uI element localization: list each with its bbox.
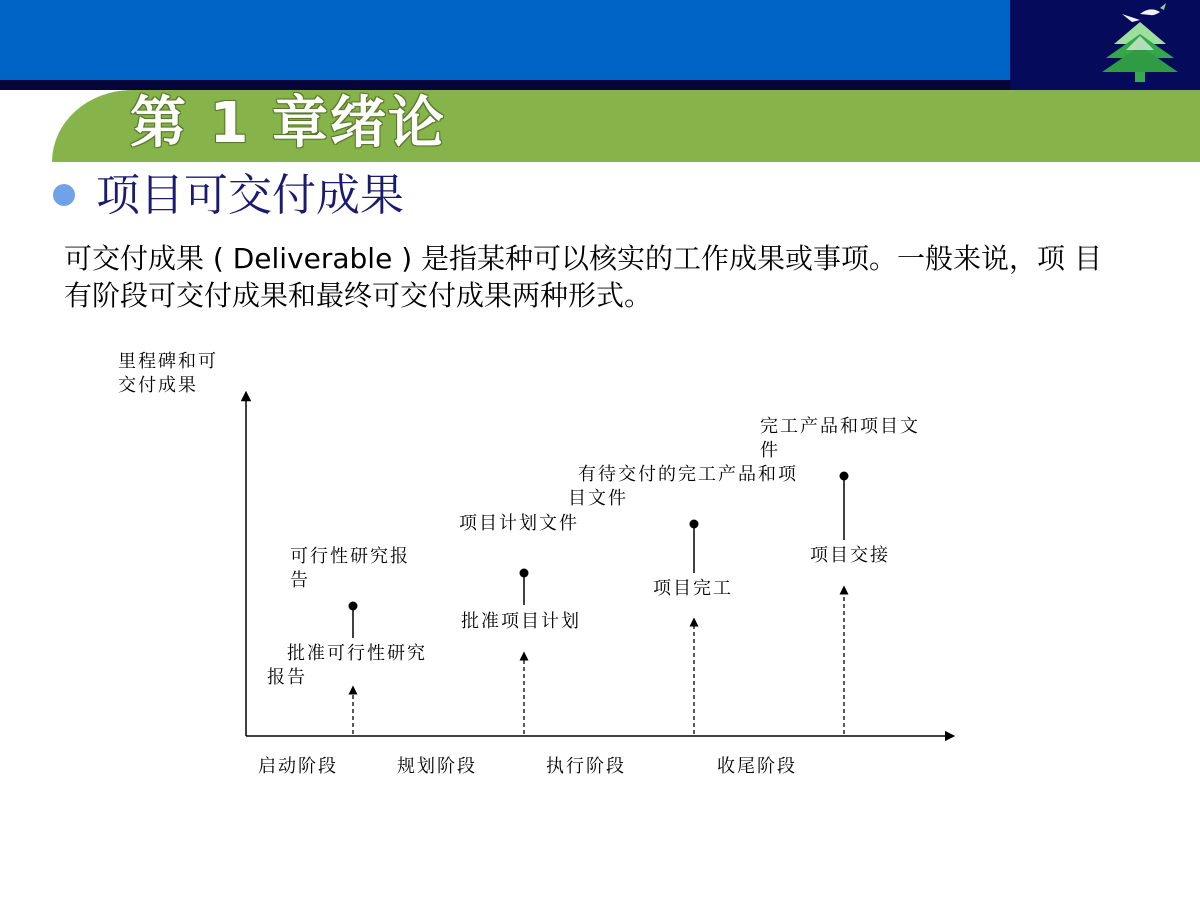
milestone-2-marks bbox=[520, 569, 529, 735]
deliverable-4-dot bbox=[840, 472, 849, 481]
milestone-4-label-line-1: 项目交接 bbox=[810, 545, 890, 566]
phase-label-closing: 收尾阶段 bbox=[717, 756, 797, 777]
y-axis-label-line-2: 交付成果 bbox=[118, 375, 198, 396]
deliverable-1-label-line-1: 可行性研究报 bbox=[290, 546, 410, 567]
paragraph-line-1: 可交付成果 ( Deliverable ) 是指某种可以核实的工作成果或事项。一般来说，项 目 bbox=[64, 242, 1102, 275]
milestone-1-label-line-2: 报告 bbox=[267, 667, 307, 688]
phase-label-execution: 执行阶段 bbox=[546, 756, 626, 777]
milestone-4-marks bbox=[840, 472, 849, 735]
section-title: 项目可交付成果 bbox=[96, 170, 404, 221]
deliverable-3-dot bbox=[690, 520, 699, 529]
chapter-title: 第 1 章绪论 bbox=[130, 91, 446, 156]
milestone-3-marks bbox=[690, 520, 699, 735]
milestone-2-label-line-1: 批准项目计划 bbox=[461, 611, 581, 632]
milestone-1-label-line-1: 批准可行性研究 bbox=[287, 643, 427, 664]
phase-label-planning: 规划阶段 bbox=[397, 756, 477, 777]
deliverable-4-label-line-2: 件 bbox=[760, 440, 780, 461]
milestone-1-marks bbox=[349, 602, 358, 735]
deliverable-2-dot bbox=[520, 569, 529, 578]
phase-label-initiation: 启动阶段 bbox=[258, 756, 338, 777]
deliverable-4-label-line-1: 完工产品和项目文 bbox=[760, 416, 920, 437]
paragraph-line-2: 有阶段可交付成果和最终可交付成果两种形式。 bbox=[64, 279, 653, 312]
deliverable-1-dot bbox=[349, 602, 358, 611]
deliverable-3-label-line-1: 有待交付的完工产品和项 bbox=[578, 464, 798, 485]
deliverable-1-label-line-2: 告 bbox=[290, 570, 310, 591]
deliverable-3-label-line-2: 目文件 bbox=[568, 488, 628, 509]
y-axis-label-line-1: 里程碑和可 bbox=[118, 351, 218, 372]
milestone-3-label-line-1: 项目完工 bbox=[653, 578, 733, 599]
deliverable-2-label-line-1: 项目计划文件 bbox=[459, 513, 579, 534]
